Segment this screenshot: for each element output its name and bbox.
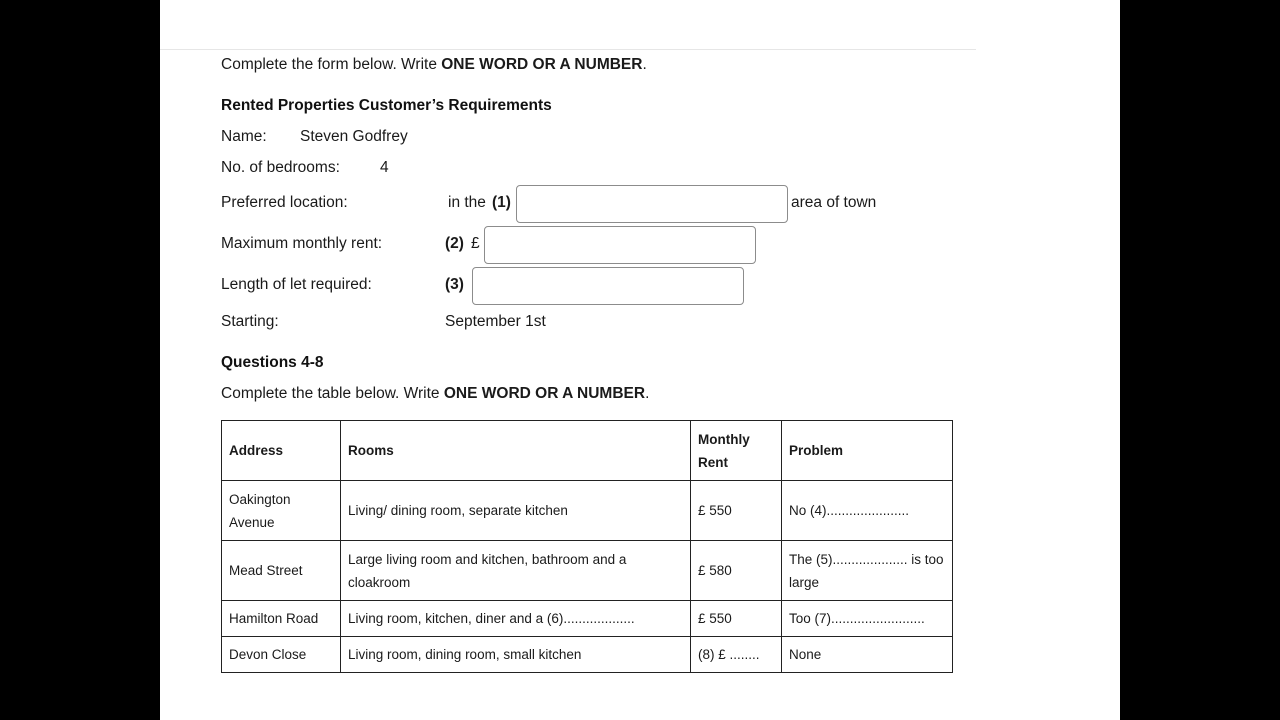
bedrooms-value: 4 [380,159,389,176]
table-instruction-suffix: . [645,385,650,402]
cell-address: Devon Close [222,637,341,673]
cell-rooms: Living room, kitchen, diner and a (6)................... [341,601,691,637]
cell-rent: £ 580 [691,541,782,601]
table-instruction-text: Complete the table below. Write [221,385,444,402]
form-title: Rented Properties Customer’s Requirements [221,97,552,114]
cell-rooms: Large living room and kitchen, bathroom and a cloakroom [341,541,691,601]
location-label: Preferred location: [221,194,348,211]
question-1-input[interactable] [516,185,788,223]
question-1-number: (1) [492,194,511,211]
cell-rent: (8) £ ........ [691,637,782,673]
rent-label: Maximum monthly rent: [221,235,383,252]
form-instruction-bold: ONE WORD OR A NUMBER [441,56,643,73]
table-header-row [222,421,953,481]
table-instruction [221,385,649,403]
let-label: Length of let required: [221,276,372,293]
location-suffix: area of town [791,194,877,211]
starting-value: September 1st [445,313,546,330]
header-address: Address [222,421,341,481]
cell-problem: The (5).................... is too large [782,541,953,601]
cell-rooms: Living room, dining room, small kitchen [341,637,691,673]
cell-problem: Too (7)......................... [782,601,953,637]
question-3-number: (3) [445,276,464,293]
question-2-input[interactable] [484,226,756,264]
table-row [222,601,953,637]
question-2-number: (2) [445,235,464,252]
cell-problem: No (4)...................... [782,481,953,541]
name-value: Steven Godfrey [300,128,408,145]
header-monthly-rent: Monthly Rent [691,421,782,481]
cell-rent: £ 550 [691,481,782,541]
header-problem: Problem [782,421,953,481]
table-row [222,481,953,541]
properties-table [221,420,953,673]
header-rooms: Rooms [341,421,691,481]
currency-symbol: £ [471,235,480,252]
cell-address: Mead Street [222,541,341,601]
name-label: Name: [221,128,267,145]
worksheet-page [160,0,1120,720]
table-row [222,637,953,673]
bedrooms-label: No. of bedrooms: [221,159,340,176]
cell-address: Oakington Avenue [222,481,341,541]
form-instruction-suffix: . [642,56,647,73]
location-prefix: in the [448,194,486,211]
cell-problem: None [782,637,953,673]
top-divider [160,49,976,50]
form-instruction [221,56,647,74]
question-3-input[interactable] [472,267,744,305]
cell-rent: £ 550 [691,601,782,637]
table-instruction-bold: ONE WORD OR A NUMBER [443,385,646,402]
starting-label: Starting: [221,313,279,330]
cell-rooms: Living/ dining room, separate kitchen [341,481,691,541]
form-instruction-text: Complete the form below. Write [221,56,442,73]
section-2-title: Questions 4-8 [221,354,324,371]
cell-address: Hamilton Road [222,601,341,637]
table-row [222,541,953,601]
